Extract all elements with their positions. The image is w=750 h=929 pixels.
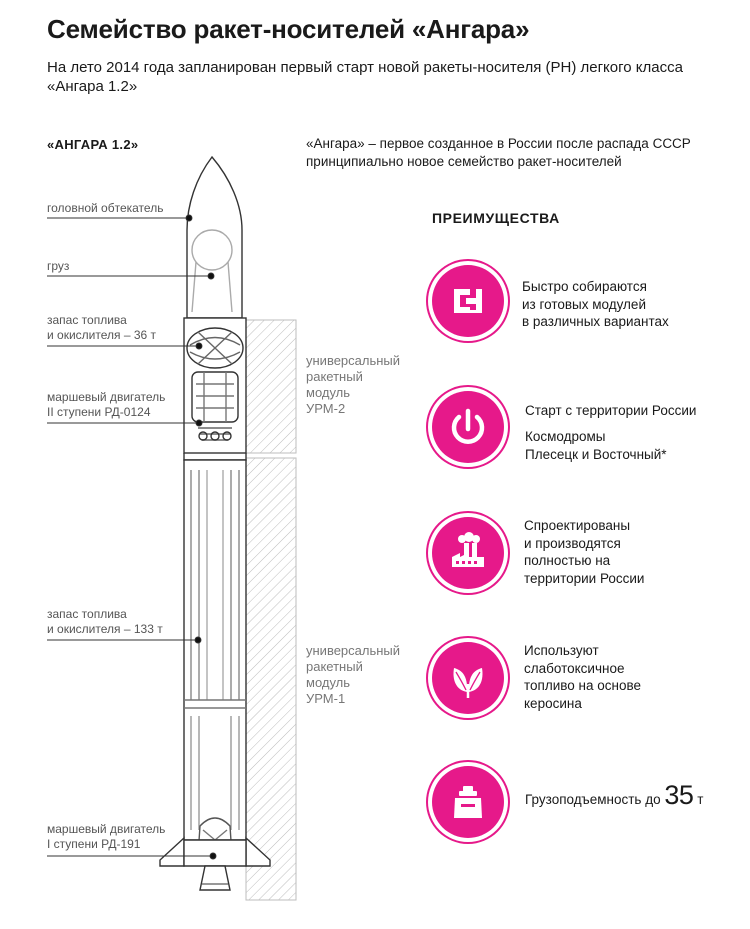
launch-tower	[246, 320, 296, 900]
advantage-2-sub-line-2: Плесецк и Восточный*	[525, 446, 667, 462]
label-engine-stage-1-line-2: I ступени РД-191	[47, 837, 141, 851]
advantage-3-line-2: и производятся	[524, 535, 621, 551]
label-cargo: груз	[47, 259, 70, 273]
label-engine-stage-1	[47, 822, 165, 852]
label-fuel-stage-1-line-2: и окислителя – 133 т	[47, 622, 163, 636]
module-urm-2-line-2: ракетный	[306, 369, 363, 384]
label-fuel-stage-2-line-1: запас топлива	[47, 313, 127, 327]
advantage-5-text	[525, 780, 703, 811]
advantage-1-line-2: из готовых модулей	[522, 296, 646, 312]
intro-line-2: принципиально новое семейство ракет-носителей	[306, 154, 622, 169]
advantage-1-line-3: в различных вариантах	[522, 314, 669, 329]
advantages-heading: ПРЕИМУЩЕСТВА	[432, 210, 560, 226]
modules-icon	[432, 265, 504, 337]
advantage-3-line-3: полностью на	[524, 553, 611, 568]
label-fuel-stage-1	[47, 607, 163, 637]
label-fairing: головной обтекатель	[47, 201, 164, 215]
module-urm-1-line-3: модуль	[306, 675, 351, 690]
label-engine-stage-1-line-1: маршевый двигатель	[47, 822, 166, 836]
weight-icon	[432, 766, 504, 838]
module-urm-2-line-1: универсальный	[306, 353, 401, 368]
module-urm-2-line-4: УРМ-2	[306, 401, 346, 416]
advantage-3-text	[524, 517, 644, 587]
advantage-1-text	[522, 278, 669, 331]
module-urm-1-line-4: УРМ-1	[306, 691, 346, 706]
lead-line-2: «Ангара 1.2»	[47, 78, 138, 95]
label-engine-stage-2	[47, 390, 165, 420]
module-urm-1-line-2: ракетный	[306, 659, 363, 674]
rocket-name: «АНГАРА 1.2»	[47, 137, 139, 152]
lead-line-1: На лето 2014 года запланирован первый старт новой ракеты-носителя (РН) легкого класса	[47, 59, 683, 76]
page-title: Семейство ракет-носителей «Ангара»	[47, 14, 530, 44]
advantage-1-line-1: Быстро собираются	[522, 279, 647, 294]
payload-unit: т	[697, 792, 704, 807]
module-urm-1-line-1: универсальный	[306, 643, 401, 658]
advantage-4-line-4: керосина	[524, 695, 582, 711]
label-engine-stage-2-line-1: маршевый двигатель	[47, 390, 166, 404]
advantage-2-subtext	[525, 428, 667, 463]
label-fuel-stage-2-line-2: и окислителя – 36 т	[47, 328, 157, 342]
module-urm-1	[306, 643, 400, 707]
label-fuel-stage-2	[47, 313, 156, 343]
power-icon	[432, 391, 504, 463]
advantage-3-line-1: Спроектированы	[524, 518, 631, 533]
module-urm-2-line-3: модуль	[306, 385, 351, 400]
module-urm-2	[306, 353, 400, 417]
advantage-3-line-4: территории России	[524, 570, 645, 586]
advantage-4-line-2: слаботоксичное	[524, 660, 625, 676]
intro-line-1: «Ангара» – первое созданное в России после распада СССР	[306, 136, 691, 151]
label-fuel-stage-1-line-1: запас топлива	[47, 607, 127, 621]
advantage-4-text	[524, 642, 641, 712]
advantage-2-sub-line-1: Космодромы	[525, 429, 606, 444]
payload-value: 35	[664, 780, 694, 810]
factory-icon	[432, 517, 504, 589]
advantage-4-line-3: топливо на основе	[524, 678, 642, 693]
advantage-2-text	[525, 402, 696, 420]
payload-prefix: Грузоподъемность до	[525, 792, 661, 807]
advantage-2-line-1: Старт с территории России	[525, 403, 697, 418]
leaf-icon	[432, 642, 504, 714]
advantage-4-line-1: Используют	[524, 643, 599, 658]
label-engine-stage-2-line-2: II ступени РД-0124	[47, 405, 151, 419]
